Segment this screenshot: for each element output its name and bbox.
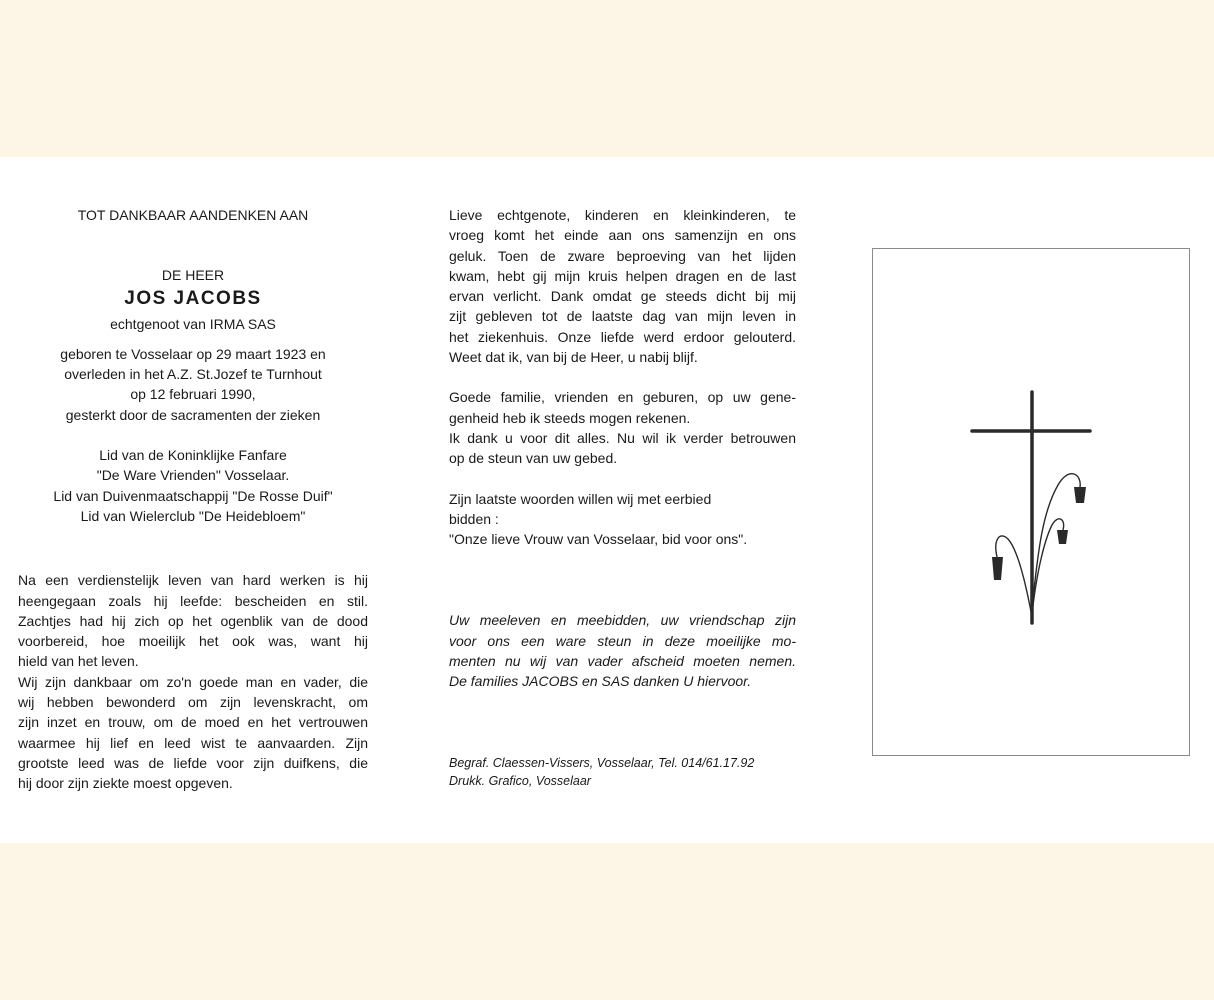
flower-bud [992, 557, 1003, 580]
last-words-paragraph [449, 489, 796, 550]
flower-stem [1032, 474, 1080, 609]
deceased-name: JOS JACOBS [124, 287, 262, 309]
thanks-line: op de steun van uw gebed. [449, 450, 618, 467]
tribute-paragraph [18, 570, 368, 793]
bio-line: op 12 februari 1990, [130, 386, 256, 403]
farewell-line: zijt gebleven tot de laatste dag van mijn leven in [449, 308, 796, 325]
tribute-line: waarmee hij lief en leed wist te aanvaarden. Zijn [18, 734, 368, 751]
tribute-line: heengegaan zoals hij leefde: bescheiden en stil. [18, 592, 368, 609]
thanks-line: Ik dank u voor dit alles. Nu wil ik verder betrouwen [449, 429, 796, 446]
bio-block [18, 344, 368, 425]
membership-block [18, 445, 368, 526]
family-line: menten nu wij van vader afscheid moeten nemen. [449, 653, 796, 670]
farewell-line: kwam, hebt gij mijn kruis helpen dragen en de last [449, 267, 796, 284]
thanks-line: genheid heb ik steeds mogen rekenen. [449, 409, 691, 426]
tribute-line: voorbereid, hoe moeilijk het ook was, want hij [18, 633, 368, 650]
membership-line: "De Ware Vrienden" Vosselaar. [96, 467, 290, 484]
thanks-paragraph [449, 387, 796, 468]
membership-line: Lid van Wielerclub "De Heidebloem" [80, 507, 306, 524]
tribute-line: zijn inzet en trouw, om de moed en het vertrouwen [18, 714, 368, 731]
farewell-line: geluk. Toen de zware beproeving van het lijden [449, 247, 796, 264]
honorific: DE HEER [161, 267, 225, 284]
bio-line: gesterkt door de sacramenten der zieken [65, 406, 321, 423]
farewell-line: vroeg komt het einde aan ons samenzijn en ons [449, 227, 796, 244]
farewell-line: ervan verlicht. Dank omdat ge steeds dicht bij mij [449, 288, 796, 305]
bio-line: geboren te Vosselaar op 29 maart 1923 en [60, 345, 326, 362]
tribute-line: wij hebben bewonderd om zijn levenskracht, om [18, 694, 368, 711]
bio-line: overleden in het A.Z. St.Jozef te Turnhout [64, 366, 322, 383]
flower-bud [1057, 530, 1068, 544]
tribute-line: hield van het leven. [18, 653, 139, 670]
funeral-director-credit: Begraf. Claessen-Vissers, Vosselaar, Tel. 014/61.17.92 [449, 755, 755, 770]
tribute-line: hij door zijn ziekte moest opgeven. [18, 775, 233, 792]
memorial-heading-block [18, 205, 368, 526]
printer-credit: Drukk. Grafico, Vosselaar [449, 773, 591, 788]
tribute-line: Zachtjes had hij zich op het ogenblik van de dood [18, 612, 368, 629]
farewell-line: Weet dat ik, van bij de Heer, u nabij blijf. [449, 349, 698, 366]
flower-bud [1074, 487, 1086, 503]
thanks-line: Goede familie, vrienden en geburen, op uw gene- [449, 389, 796, 406]
memorial-card [0, 157, 1214, 843]
farewell-line: Lieve echtgenote, kinderen en kleinkinderen, te [449, 207, 796, 223]
spouse-line: echtgenoot van IRMA SAS [110, 315, 276, 332]
farewell-paragraph [449, 205, 796, 367]
tribute-line: Wij zijn dankbaar om zo'n goede man en vader, die [18, 673, 368, 690]
image-frame [872, 248, 1190, 756]
credits-block [449, 754, 796, 790]
last-words-line: Zijn laatste woorden willen wij met eerbied [449, 490, 712, 507]
cross-with-flowers-icon [873, 249, 1189, 755]
family-line: De families JACOBS en SAS danken U hiervoor. [449, 673, 752, 690]
left-column [18, 205, 368, 794]
membership-line: Lid van Duivenmaatschappij "De Rosse Duif" [53, 487, 333, 504]
family-line: Uw meeleven en meebidden, uw vriendschap zijn [449, 612, 796, 629]
tribute-line: grootste leed was de liefde voor zijn duifkens, die [18, 754, 368, 771]
farewell-line: het ziekenhuis. Onze liefde werd erdoor gelouterd. [449, 328, 796, 345]
middle-column [449, 205, 796, 790]
last-words-line: bidden : [449, 510, 499, 527]
last-words-line: "Onze lieve Vrouw van Vosselaar, bid voor ons". [449, 531, 748, 548]
membership-line: Lid van de Koninklijke Fanfare [99, 447, 287, 464]
tribute-line: Na een verdienstelijk leven van hard werken is hij [18, 572, 368, 589]
memorial-heading: TOT DANKBAAR AANDENKEN AAN [77, 207, 309, 223]
family-line: voor ons een ware steun in deze moeilijke mo- [449, 632, 796, 649]
family-paragraph [449, 610, 796, 691]
